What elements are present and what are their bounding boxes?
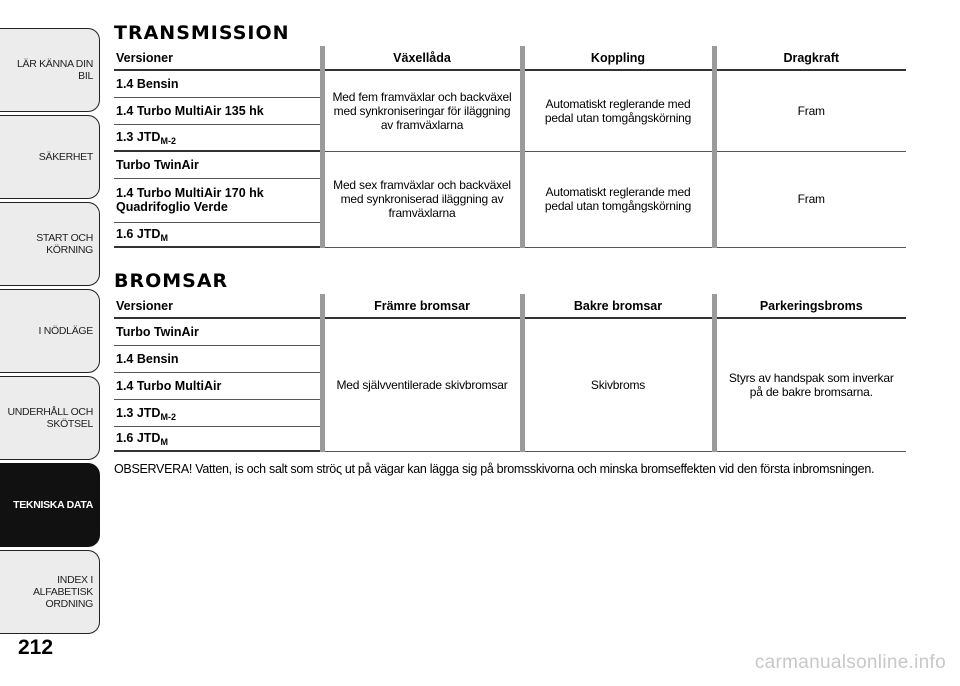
version-label: 1.4 Bensin [114, 345, 322, 372]
header-framre-bromsar: Främre bromsar [322, 294, 522, 318]
tab-underhall-och-skotsel[interactable]: UNDERHÅLL OCH SKÖTSEL [0, 376, 100, 460]
version-label: 1.4 Turbo MultiAir 170 hk Quadrifoglio Verde [114, 178, 322, 222]
version-label: 1.6 $JTD_M$ [114, 222, 322, 247]
page-number: 212 [18, 636, 54, 659]
drive-group1: Fram [714, 70, 906, 151]
header-koppling: Koppling [522, 46, 714, 70]
header-parkeringsbroms: Parkeringsbroms [714, 294, 906, 318]
page-content [114, 20, 906, 476]
version-label: 1.4 Bensin [114, 70, 322, 97]
tab-tekniska-data[interactable]: TEKNISKA DATA [0, 463, 100, 547]
header-versioner: Versioner [114, 294, 322, 318]
transmission-header-row [114, 46, 906, 70]
version-label: 1.6 $JTD_M$ [114, 426, 322, 451]
brakes-table [114, 294, 906, 452]
table-row [114, 151, 906, 178]
tab-index-i-alfabetisk-ordning[interactable]: INDEX I ALFABETISK ORDNING [0, 550, 100, 634]
gearbox-group2: Med sex framväxlar och backväxel med synkroniserad iläggning av framväxlarna [322, 151, 522, 247]
brake-warning-note: OBSERVERA! Vatten, is och salt som ströς ut på vägar kan lägga sig på bromsskivorna och minska bromseffekten vid den första inbromsningen. [114, 462, 875, 476]
version-label: 1.4 Turbo MultiAir [114, 372, 322, 399]
version-label: Turbo TwinAir [114, 151, 322, 178]
clutch-group2: Automatiskt reglerande med pedal utan tomgångskörning [522, 151, 714, 247]
transmission-title: TRANSMISSION [114, 22, 290, 44]
watermark: carmanualsonline.info [754, 652, 946, 673]
transmission-table [114, 46, 906, 248]
drive-group2: Fram [714, 151, 906, 247]
tab-lar-kanna-din-bil[interactable]: LÄR KÄNNA DIN BIL [0, 28, 100, 112]
version-label: 1.3 $JTD_{M-2}$ [114, 124, 322, 151]
parking-brake-value: Styrs av handspak som inverkar på de bakre bromsarna. [714, 318, 906, 451]
header-bakre-bromsar: Bakre bromsar [522, 294, 714, 318]
table-row [114, 70, 906, 97]
brakes-header-row [114, 294, 906, 318]
table-row [114, 318, 906, 345]
tab-start-och-korning[interactable]: START OCH KÖRNING [0, 202, 100, 286]
version-label: 1.3 $JTD_{M-2}$ [114, 399, 322, 426]
front-brakes-value: Med självventilerade skivbromsar [322, 318, 522, 451]
brakes-title: BROMSAR [114, 270, 229, 292]
gearbox-group1: Med fem framväxlar och backväxel med synkroniseringar för iläggning av framväxlarna [322, 70, 522, 151]
header-versioner: Versioner [114, 46, 322, 70]
tab-sakerhet[interactable]: SÄKERHET [0, 115, 100, 199]
version-label: 1.4 Turbo MultiAir 135 hk [114, 97, 322, 124]
header-vaxellada: Växellåda [322, 46, 522, 70]
tab-i-nodlage[interactable]: I NÖDLÄGE [0, 289, 100, 373]
clutch-group1: Automatiskt reglerande med pedal utan tomgångskörning [522, 70, 714, 151]
header-dragkraft: Dragkraft [714, 46, 906, 70]
rear-brakes-value: Skivbroms [522, 318, 714, 451]
version-label: Turbo TwinAir [114, 318, 322, 345]
